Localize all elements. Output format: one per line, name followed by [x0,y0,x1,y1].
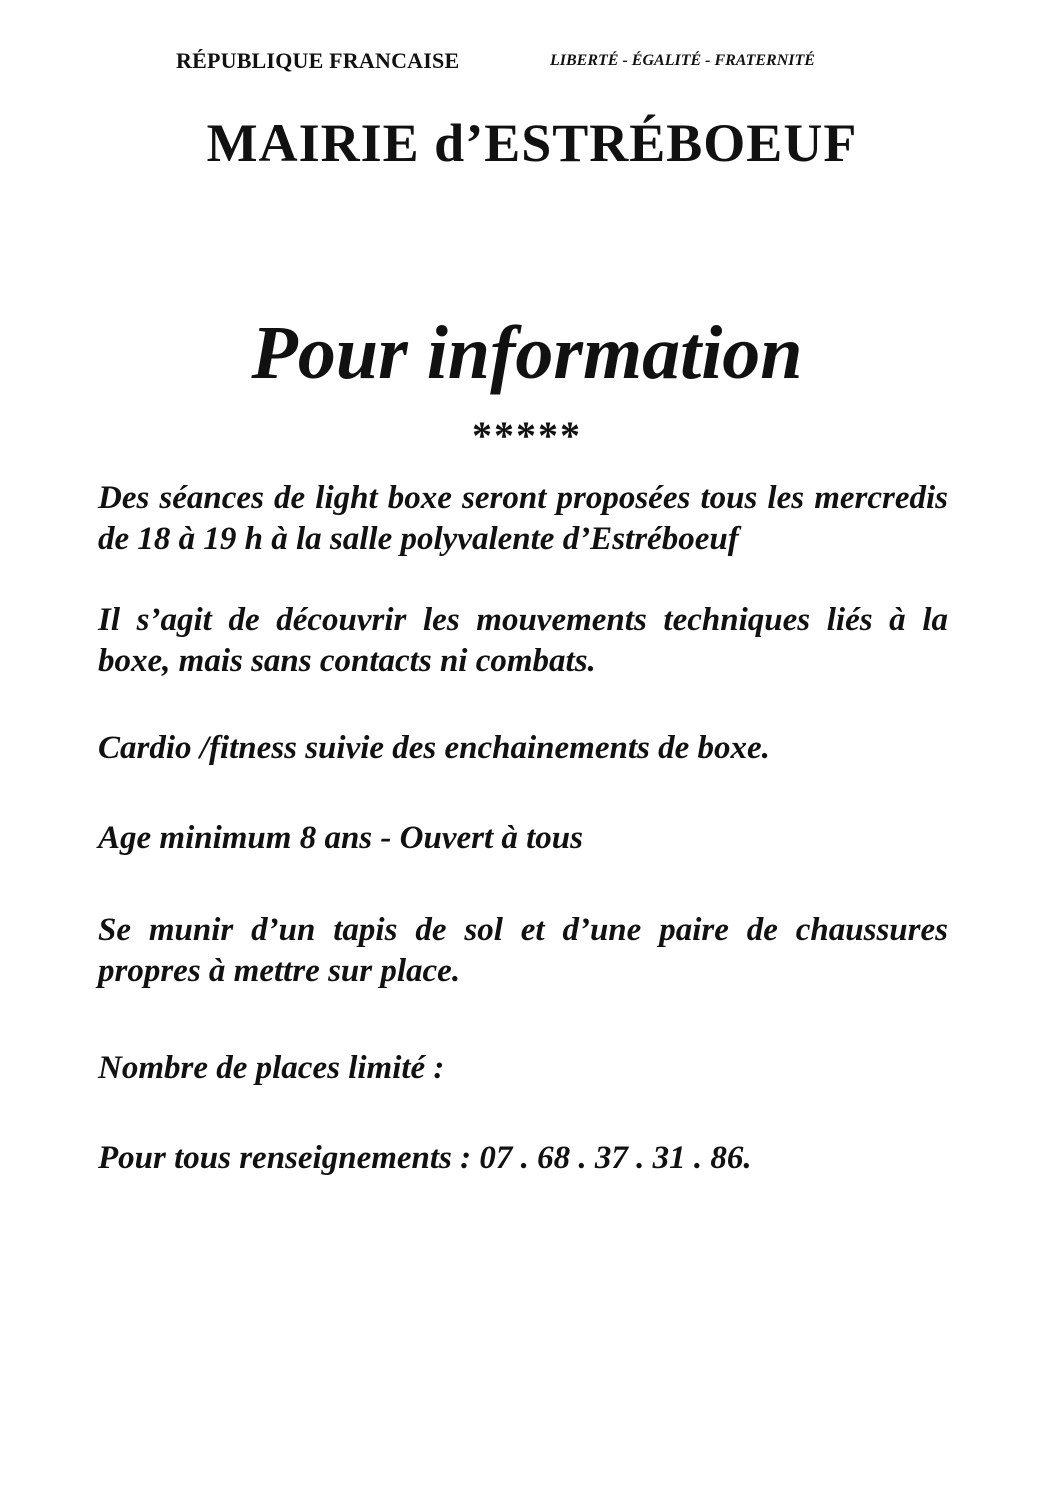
paragraph-places: Nombre de places limité : [98,1050,445,1086]
devise-label: LIBERTÉ - ÉGALITÉ - FRATERNITÉ [550,52,815,69]
mairie-title: MAIRIE d’ESTRÉBOEUF [206,113,858,173]
paragraph-contact: Pour tous renseignements : 07 . 68 . 37 . 31 . 86. [98,1140,752,1176]
page-title: Pour information [251,311,803,395]
paragraph-cardio: Cardio /fitness suivie des enchainements de boxe. [98,730,770,766]
separator-stars: ***** [472,413,582,458]
paragraph-age: Age minimum 8 ans - Ouvert à tous [98,820,583,856]
header-line [0,48,1064,78]
republique-label: RÉPUBLIQUE FRANCAISE [176,48,460,73]
paragraph-decouvrir: Il s’agit de découvrir les mouvements techniques liés à la boxe, mais sans contacts ni combats. [98,602,948,679]
paragraph-materiel: Se munir d’un tapis de sol et d’une paire de chaussures propres à mettre sur place. [98,912,948,989]
paragraph-seances: Des séances de light boxe seront proposées tous les mercredis de 18 à 19 h à la salle polyvalente d’Estréboeuf [98,480,948,557]
